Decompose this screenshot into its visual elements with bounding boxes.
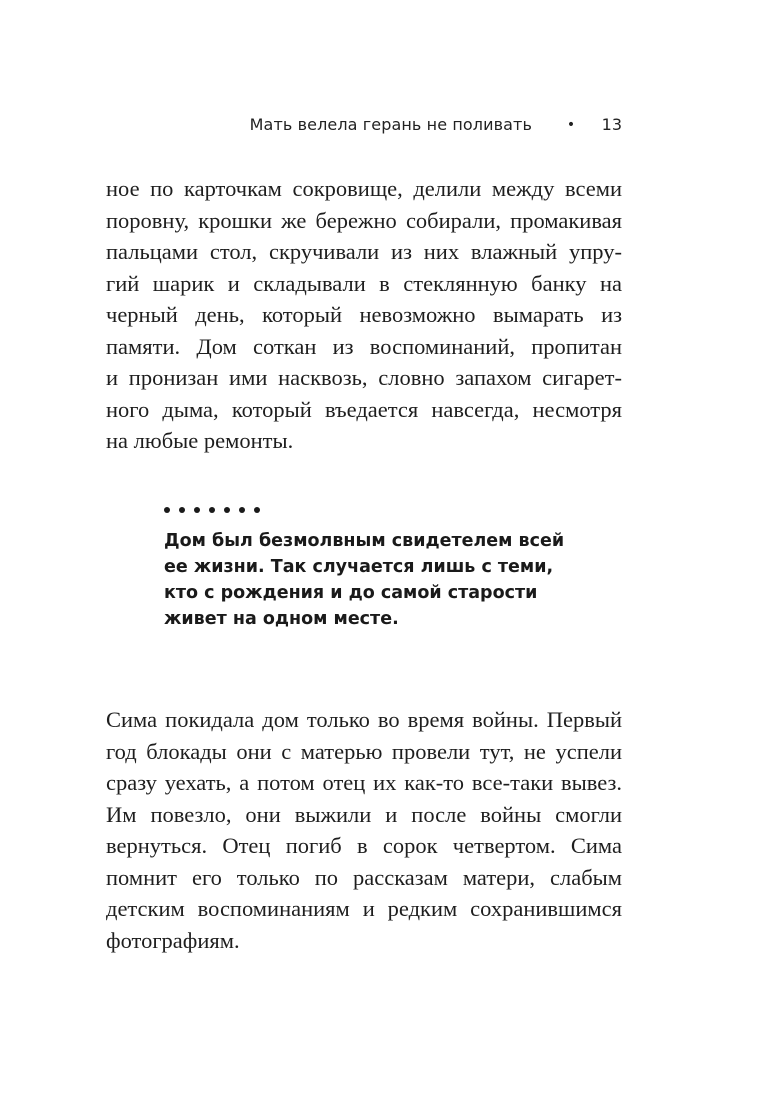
ornament-dot <box>224 507 230 513</box>
pullquote <box>164 528 574 632</box>
paragraph-line: черный день, который невозможно вымарать из <box>106 302 622 327</box>
paragraph-line: ное по карточкам сокровище, делили между всеми <box>106 176 622 201</box>
pullquote-line: живет на одном месте. <box>164 609 399 629</box>
pullquote-dot-ornament <box>164 505 264 515</box>
pullquote-line: Дом был безмолвным свидетелем всей <box>164 531 565 551</box>
paragraph-line: фотографиям. <box>106 927 240 953</box>
ornament-dot <box>194 507 200 513</box>
running-head-bullet: • <box>566 117 576 133</box>
ornament-dot <box>254 507 260 513</box>
body-paragraph-1 <box>106 173 622 457</box>
paragraph-line: памяти. Дом соткан из воспоминаний, пропитан <box>106 333 622 359</box>
paragraph-line: гий шарик и складывали в стеклянную банку на <box>106 270 622 296</box>
paragraph-line: поровну, крошки же бережно собирали, промакивая <box>106 207 622 233</box>
pullquote-line: кто с рождения и до самой старости <box>164 583 538 603</box>
ornament-dot <box>179 507 185 513</box>
paragraph-line: вернуться. Отец погиб в сорок четвертом. Сима <box>106 833 622 858</box>
paragraph-line: Им повезло, они выжили и после войны смогли <box>106 801 622 827</box>
paragraph-line: детским воспоминаниям и редким сохранившимся <box>106 896 622 921</box>
running-header <box>106 112 622 138</box>
paragraph-line: пальцами стол, скручивали из них влажный упру- <box>106 239 622 264</box>
page-number: 13 <box>601 115 622 134</box>
ornament-dot <box>209 507 215 513</box>
paragraph-line: помнит его только по рассказам матери, слабым <box>106 864 622 890</box>
paragraph-line: год блокады они с матерью провели тут, не успели <box>106 738 622 764</box>
pullquote-line: ее жизни. Так случается лишь с теми, <box>164 557 554 577</box>
ornament-dot <box>239 507 245 513</box>
paragraph-line: ного дыма, который въедается навсегда, несмотря <box>106 396 622 422</box>
body-paragraph-2 <box>106 704 622 956</box>
paragraph-line: на любые ремонты. <box>106 428 294 453</box>
running-head-title: Мать велела герань не поливать <box>249 115 532 134</box>
paragraph-line: и пронизан ими насквозь, словно запахом сигарет- <box>106 365 622 390</box>
ornament-dot <box>164 507 170 513</box>
paragraph-line: Сима покидала дом только во время войны. Первый <box>106 707 622 732</box>
paragraph-line: сразу уехать, а потом отец их как-то все-таки вывез. <box>106 770 622 795</box>
